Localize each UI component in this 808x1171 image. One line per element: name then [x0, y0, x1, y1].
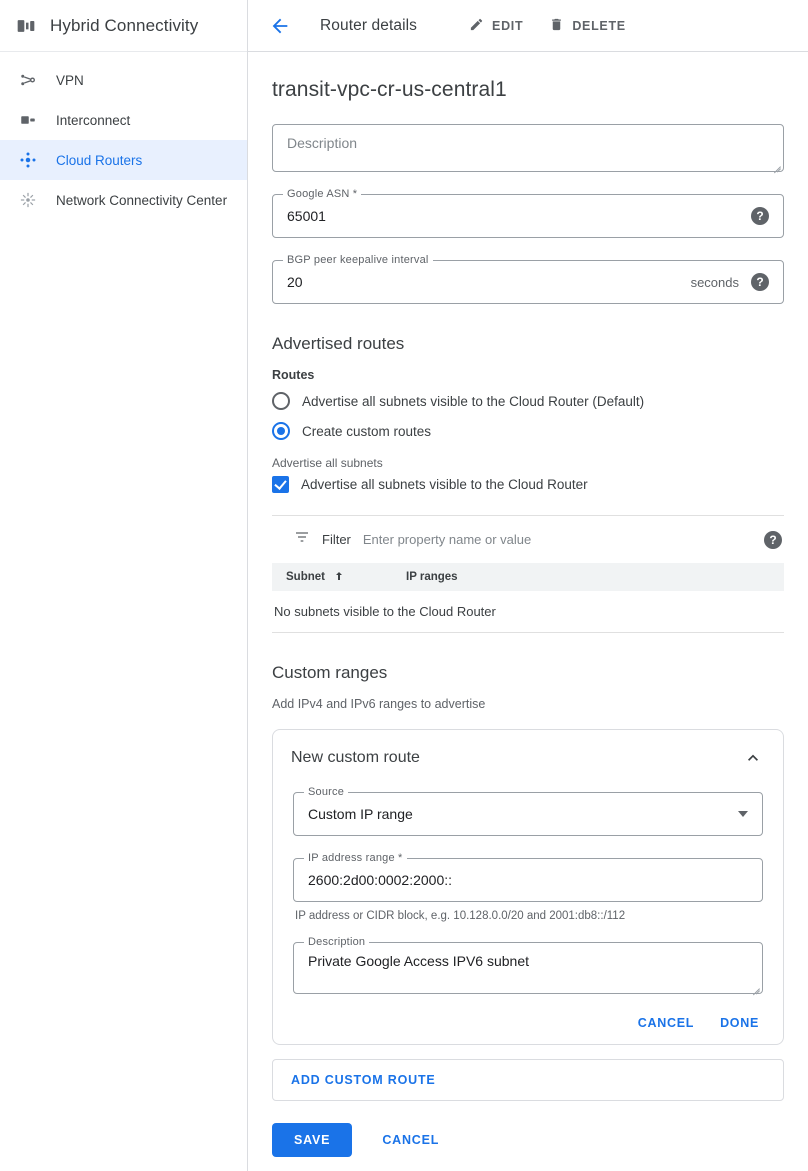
column-header-subnet[interactable]	[286, 570, 406, 585]
description-field[interactable]	[272, 124, 784, 172]
column-header-ip-ranges[interactable]: IP ranges	[406, 571, 458, 583]
filter-bar	[272, 515, 784, 563]
cloud-router-icon	[18, 150, 38, 170]
subnet-table-empty-message: No subnets visible to the Cloud Router	[272, 591, 784, 633]
filter-icon[interactable]	[294, 529, 310, 550]
advertised-routes-heading: Advertised routes	[272, 334, 405, 353]
pencil-icon	[469, 17, 484, 35]
bgp-keepalive-value: 20	[287, 274, 303, 290]
custom-ranges-hint: Add IPv4 and IPv6 ranges to advertise	[272, 697, 486, 711]
radio-label: Create custom routes	[302, 423, 432, 439]
google-asn-legend: Google ASN *	[283, 188, 361, 200]
radio-circle-selected-icon	[272, 422, 290, 440]
main-panel	[248, 0, 808, 1171]
sidebar-item-interconnect[interactable]	[0, 100, 247, 140]
delete-button[interactable]	[549, 17, 626, 35]
checkbox-checked-icon[interactable]	[272, 476, 289, 493]
help-icon[interactable]: ?	[751, 273, 769, 291]
checkbox-label: Advertise all subnets visible to the Cloud Router	[301, 477, 588, 492]
add-custom-route-button[interactable]: ADD CUSTOM ROUTE	[272, 1059, 784, 1101]
sidebar-item-label: Cloud Routers	[56, 152, 143, 168]
ip-address-range-hint: IP address or CIDR block, e.g. 10.128.0.0/20 and 2001:db8::/112	[295, 910, 626, 922]
interconnect-icon	[18, 110, 38, 130]
bgp-keepalive-units: seconds	[690, 274, 739, 290]
sidebar-nav	[0, 52, 247, 220]
radio-advertise-all-default[interactable]	[272, 392, 784, 410]
routes-label: Routes	[272, 368, 315, 382]
google-asn-value: 65001	[287, 208, 326, 224]
top-actions	[469, 17, 626, 35]
source-legend: Source	[304, 786, 348, 798]
filter-input[interactable]: Enter property name or value	[362, 532, 532, 547]
custom-ranges-heading: Custom ranges	[272, 663, 388, 682]
trash-icon	[549, 17, 564, 35]
card-cancel-button[interactable]: CANCEL	[637, 1016, 695, 1030]
card-actions	[291, 1016, 765, 1030]
sidebar-title: Hybrid Connectivity	[50, 15, 199, 35]
source-select[interactable]	[293, 786, 763, 836]
save-button[interactable]: SAVE	[272, 1123, 352, 1157]
delete-label: DELETE	[572, 18, 626, 33]
cancel-button[interactable]: CANCEL	[376, 1132, 445, 1148]
hybrid-connectivity-icon	[16, 16, 36, 36]
sidebar-item-network-connectivity-center[interactable]	[0, 180, 247, 220]
card-title: New custom route	[291, 749, 420, 766]
resource-name: transit-vpc-cr-us-central1	[272, 78, 507, 101]
sidebar-item-label: Interconnect	[56, 112, 131, 128]
sidebar	[0, 0, 248, 1171]
ip-address-range-field[interactable]	[293, 852, 763, 902]
chevron-down-icon[interactable]	[738, 811, 748, 817]
card-header	[291, 746, 765, 770]
arrow-back-icon[interactable]	[266, 12, 294, 40]
card-done-button[interactable]: DONE	[720, 1016, 759, 1030]
google-asn-field[interactable]	[272, 188, 784, 238]
ip-address-range-legend: IP address range *	[304, 852, 407, 864]
bgp-keepalive-field[interactable]	[272, 254, 784, 304]
topbar	[248, 0, 808, 52]
resize-handle[interactable]	[772, 160, 781, 169]
custom-route-description-legend: Description	[304, 936, 369, 948]
resize-handle[interactable]	[751, 982, 760, 991]
help-icon[interactable]: ?	[764, 531, 782, 549]
radio-create-custom-routes[interactable]	[272, 422, 784, 440]
custom-route-description-value: Private Google Access IPV6 subnet	[308, 953, 530, 969]
help-icon[interactable]: ?	[751, 207, 769, 225]
advertise-all-subnets-label: Advertise all subnets	[272, 456, 383, 470]
arrow-up-icon	[333, 570, 345, 585]
column-header-subnet-label: Subnet	[286, 571, 325, 583]
source-value: Custom IP range	[308, 806, 413, 822]
vpn-icon	[18, 70, 38, 90]
new-custom-route-card	[272, 729, 784, 1045]
radio-circle-icon	[272, 392, 290, 410]
sidebar-item-label: Network Connectivity Center	[56, 192, 228, 208]
edit-button[interactable]	[469, 17, 523, 35]
ip-address-range-value: 2600:2d00:0002:2000::	[308, 872, 453, 888]
chevron-up-icon[interactable]	[741, 746, 765, 770]
custom-route-description-field[interactable]	[293, 936, 763, 994]
radio-label: Advertise all subnets visible to the Cloud Router (Default)	[302, 393, 645, 409]
page-title: Router details	[320, 16, 418, 34]
sidebar-header	[0, 0, 247, 52]
sidebar-item-cloud-routers[interactable]	[0, 140, 247, 180]
network-hub-icon	[18, 190, 38, 210]
bgp-keepalive-legend: BGP peer keepalive interval	[283, 254, 433, 266]
footer-actions	[272, 1123, 784, 1157]
sidebar-item-vpn[interactable]	[0, 60, 247, 100]
subnet-table-header	[272, 563, 784, 591]
sidebar-item-label: VPN	[56, 72, 84, 88]
description-placeholder: Description	[287, 135, 358, 151]
filter-label: Filter	[322, 532, 351, 547]
advertise-all-subnets-checkbox-row[interactable]	[272, 476, 784, 493]
content	[248, 52, 808, 1157]
edit-label: EDIT	[492, 18, 524, 33]
